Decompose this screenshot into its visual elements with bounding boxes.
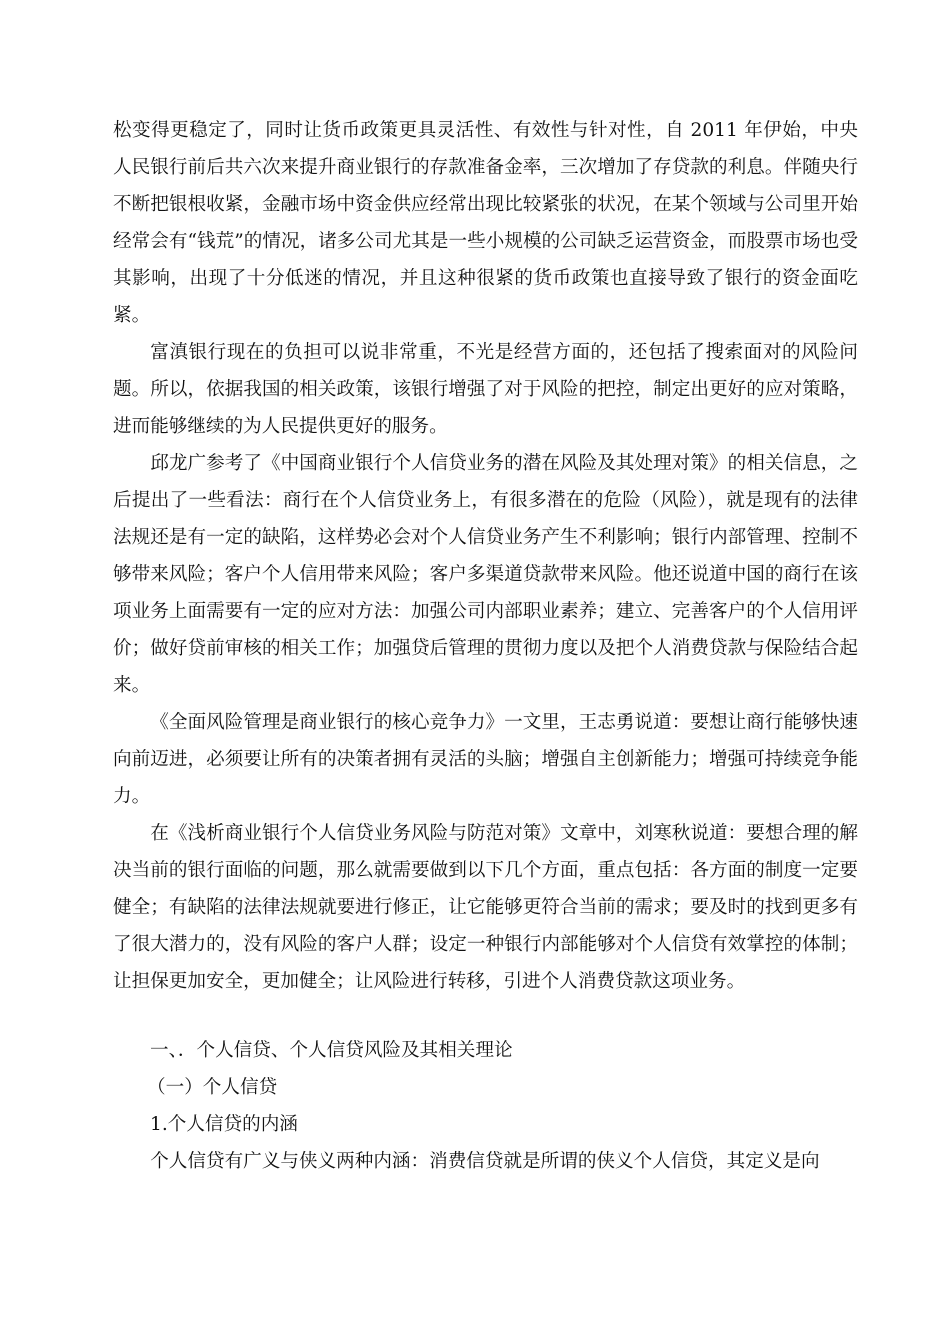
section-heading-level1: 一、．个人信贷、个人信贷风险及其相关理论 — [150, 1040, 513, 1061]
section-spacer — [113, 1000, 858, 1032]
paragraph-4: 《全面风险管理是商业银行的核心竞争力》一文里，王志勇说道：要想让商行能够快速向前迈进，必须要让所有的决策者拥有灵活的头脑；增强自主创新能力；增强可持续竞争能力。 — [113, 712, 858, 807]
section-body-text: 个人信贷有广义与侠义两种内涵：消费信贷就是所谓的侠义个人信贷，其定义是向 — [150, 1151, 820, 1172]
paragraph-2: 富滇银行现在的负担可以说非常重，不光是经营方面的，还包括了搜索面对的风险问题。所以，依据我国的相关政策，该银行增强了对于风险的把控，制定出更好的应对策略，进而能够继续的为人民提供更好的服务。 — [113, 342, 858, 437]
document-page — [113, 112, 858, 1180]
section-heading-level2: （一）个人信贷 — [147, 1077, 278, 1098]
paragraph-3: 邱龙广参考了《中国商业银行个人信贷业务的潜在风险及其处理对策》的相关信息，之后提出了一些看法：商行在个人信贷业务上，有很多潜在的危险（风险），就是现有的法律法规还是有一定的缺陷，这样势必会对个人信贷业务产生不利影响；银行内部管理、控制不够带来风险；客户个人信用带来风险；客户多渠道贷款带来风险。他还说道中国的商行在该项业务上面需要有一定的应对方法：加强公司内部职业素养；建立、完善客户的个人信用评价；做好贷前审核的相关工作；加强贷后管理的贯彻力度以及把个人消费贷款与保险结合起来。 — [113, 453, 858, 696]
paragraph-5: 在《浅析商业银行个人信贷业务风险与防范对策》文章中，刘寒秋说道：要想合理的解决当前的银行面临的问题，那么就需要做到以下几个方面，重点包括：各方面的制度一定要健全；有缺陷的法律法规就要进行修正，让它能够更符合当前的需求；要及时的找到更多有了很大潜力的，没有风险的客户人群；设定一种银行内部能够对个人信贷有效掌控的体制；让担保更加安全，更加健全；让风险进行转移，引进个人消费贷款这项业务。 — [113, 823, 858, 992]
section-heading-level3: 1.个人信贷的内涵 — [150, 1114, 298, 1135]
paragraph-1: 松变得更稳定了，同时让货币政策更具灵活性、有效性与针对性，自 2011 年伊始，中央人民银行前后共六次来提升商业银行的存款准备金率，三次增加了存贷款的利息。伴随央行不断把银根收紧，金融市场中资金供应经常出现比较紧张的状况，在某个领域与公司里开始经常会有“钱荒”的情况，诸多公司尤其是一些小规模的公司缺乏运营资金，而股票市场也受其影响，出现了十分低迷的情况，并且这种很紧的货币政策也直接导致了银行的资金面吃紧。 — [113, 120, 858, 326]
